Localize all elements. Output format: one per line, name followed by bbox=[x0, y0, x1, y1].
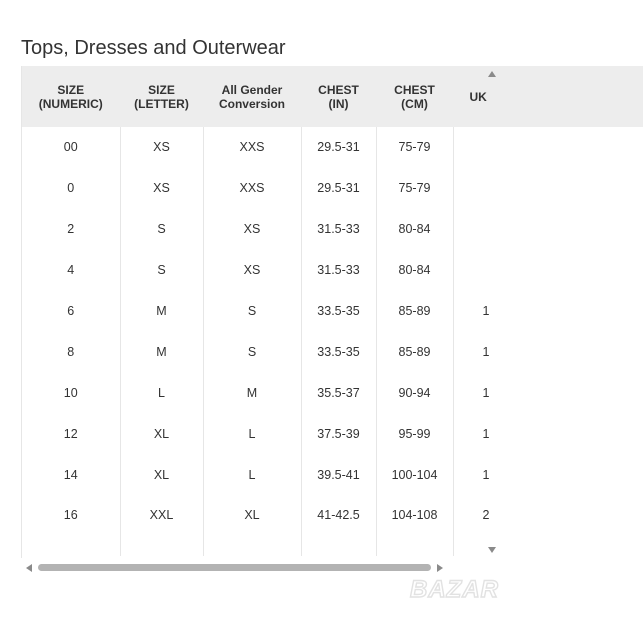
cell-uk: 1 bbox=[482, 426, 490, 441]
cell-chest-cm: 75-79 bbox=[376, 168, 453, 209]
cell-size-numeric: 12 bbox=[22, 413, 120, 454]
cell-chest-in: 29.5-31 bbox=[301, 127, 376, 168]
cell-size-letter: XL bbox=[120, 413, 203, 454]
cell-chest-in: 33.5-35 bbox=[301, 291, 376, 332]
table-row bbox=[22, 168, 642, 209]
cell-uk bbox=[453, 209, 642, 250]
cell-chest-cm: 85-89 bbox=[376, 331, 453, 372]
page-title: Tops, Dresses and Outerwear bbox=[21, 37, 286, 60]
cell-uk bbox=[453, 168, 642, 209]
cell-chest-cm: 104-108 bbox=[376, 495, 453, 536]
size-chart-table bbox=[22, 66, 643, 556]
cell-all-gender: S bbox=[203, 331, 301, 372]
cell-all-gender: XL bbox=[203, 495, 301, 536]
cell-size-numeric: 2 bbox=[22, 209, 120, 250]
cell-uk: 1 bbox=[482, 467, 490, 482]
cell-uk: 2 bbox=[482, 508, 490, 523]
cell-size-numeric: 10 bbox=[22, 372, 120, 413]
cell-uk bbox=[453, 250, 642, 291]
cell-all-gender: L bbox=[203, 413, 301, 454]
cell-all-gender: XS bbox=[203, 250, 301, 291]
cell-uk: 1 bbox=[482, 385, 490, 400]
table-spacer-row bbox=[22, 536, 642, 556]
table-row bbox=[22, 372, 642, 413]
watermark-text: BAZAR bbox=[410, 576, 499, 603]
table-row bbox=[22, 331, 642, 372]
cell-size-numeric: 8 bbox=[22, 331, 120, 372]
cell-chest-in: 31.5-33 bbox=[301, 209, 376, 250]
cell-chest-cm: 90-94 bbox=[376, 372, 453, 413]
cell-uk: 1 bbox=[482, 304, 490, 318]
table-header-row bbox=[22, 66, 642, 127]
cell-chest-in: 29.5-31 bbox=[301, 168, 376, 209]
cell-size-letter: S bbox=[120, 209, 203, 250]
size-chart-scroll-area[interactable] bbox=[21, 66, 490, 558]
scroll-down-arrow-icon[interactable] bbox=[487, 546, 497, 554]
cell-size-numeric: 0 bbox=[22, 168, 120, 209]
header-uk: UK bbox=[453, 66, 642, 127]
cell-size-letter: L bbox=[120, 372, 203, 413]
cell-all-gender: S bbox=[203, 291, 301, 332]
cell-size-letter: XS bbox=[120, 168, 203, 209]
cell-chest-cm: 80-84 bbox=[376, 209, 453, 250]
table-row bbox=[22, 413, 642, 454]
cell-size-letter: S bbox=[120, 250, 203, 291]
scroll-up-arrow-icon[interactable] bbox=[487, 70, 497, 78]
cell-chest-in: 31.5-33 bbox=[301, 250, 376, 291]
cell-chest-in: 39.5-41 bbox=[301, 454, 376, 495]
table-row bbox=[22, 495, 642, 536]
cell-chest-in: 33.5-35 bbox=[301, 331, 376, 372]
header-all-gender-conversion: All Gender Conversion bbox=[203, 66, 301, 127]
cell-all-gender: XS bbox=[203, 209, 301, 250]
cell-size-numeric: 14 bbox=[22, 454, 120, 495]
table-row bbox=[22, 209, 642, 250]
cell-all-gender: M bbox=[203, 372, 301, 413]
cell-chest-in: 41-42.5 bbox=[301, 495, 376, 536]
cell-size-numeric: 00 bbox=[22, 127, 120, 168]
header-size-letter: SIZE (LETTER) bbox=[120, 66, 203, 127]
table-row bbox=[22, 127, 642, 168]
cell-chest-cm: 80-84 bbox=[376, 250, 453, 291]
cell-all-gender: L bbox=[203, 454, 301, 495]
cell-chest-cm: 100-104 bbox=[376, 454, 453, 495]
table-row bbox=[22, 454, 642, 495]
table-row bbox=[22, 291, 642, 332]
horizontal-scrollbar-thumb[interactable] bbox=[38, 564, 431, 571]
cell-chest-in: 37.5-39 bbox=[301, 413, 376, 454]
header-chest-in: CHEST (IN) bbox=[301, 66, 376, 127]
cell-all-gender: XXS bbox=[203, 127, 301, 168]
header-chest-cm: CHEST (CM) bbox=[376, 66, 453, 127]
cell-chest-cm: 75-79 bbox=[376, 127, 453, 168]
cell-size-letter: XS bbox=[120, 127, 203, 168]
cell-size-numeric: 16 bbox=[22, 495, 120, 536]
scroll-left-arrow-icon[interactable] bbox=[25, 563, 33, 573]
cell-all-gender: XXS bbox=[203, 168, 301, 209]
cell-chest-cm: 95-99 bbox=[376, 413, 453, 454]
table-row bbox=[22, 250, 642, 291]
cell-uk: 1 bbox=[482, 344, 490, 359]
bazar-watermark-logo bbox=[406, 566, 516, 610]
cell-size-letter: M bbox=[120, 291, 203, 332]
cell-chest-in: 35.5-37 bbox=[301, 372, 376, 413]
header-size-numeric: SIZE (NUMERIC) bbox=[22, 66, 120, 127]
cell-size-letter: M bbox=[120, 331, 203, 372]
cell-size-numeric: 6 bbox=[22, 291, 120, 332]
cell-chest-cm: 85-89 bbox=[376, 291, 453, 332]
cell-size-letter: XL bbox=[120, 454, 203, 495]
cell-size-letter: XXL bbox=[120, 495, 203, 536]
cell-size-numeric: 4 bbox=[22, 250, 120, 291]
cell-uk bbox=[453, 127, 642, 168]
